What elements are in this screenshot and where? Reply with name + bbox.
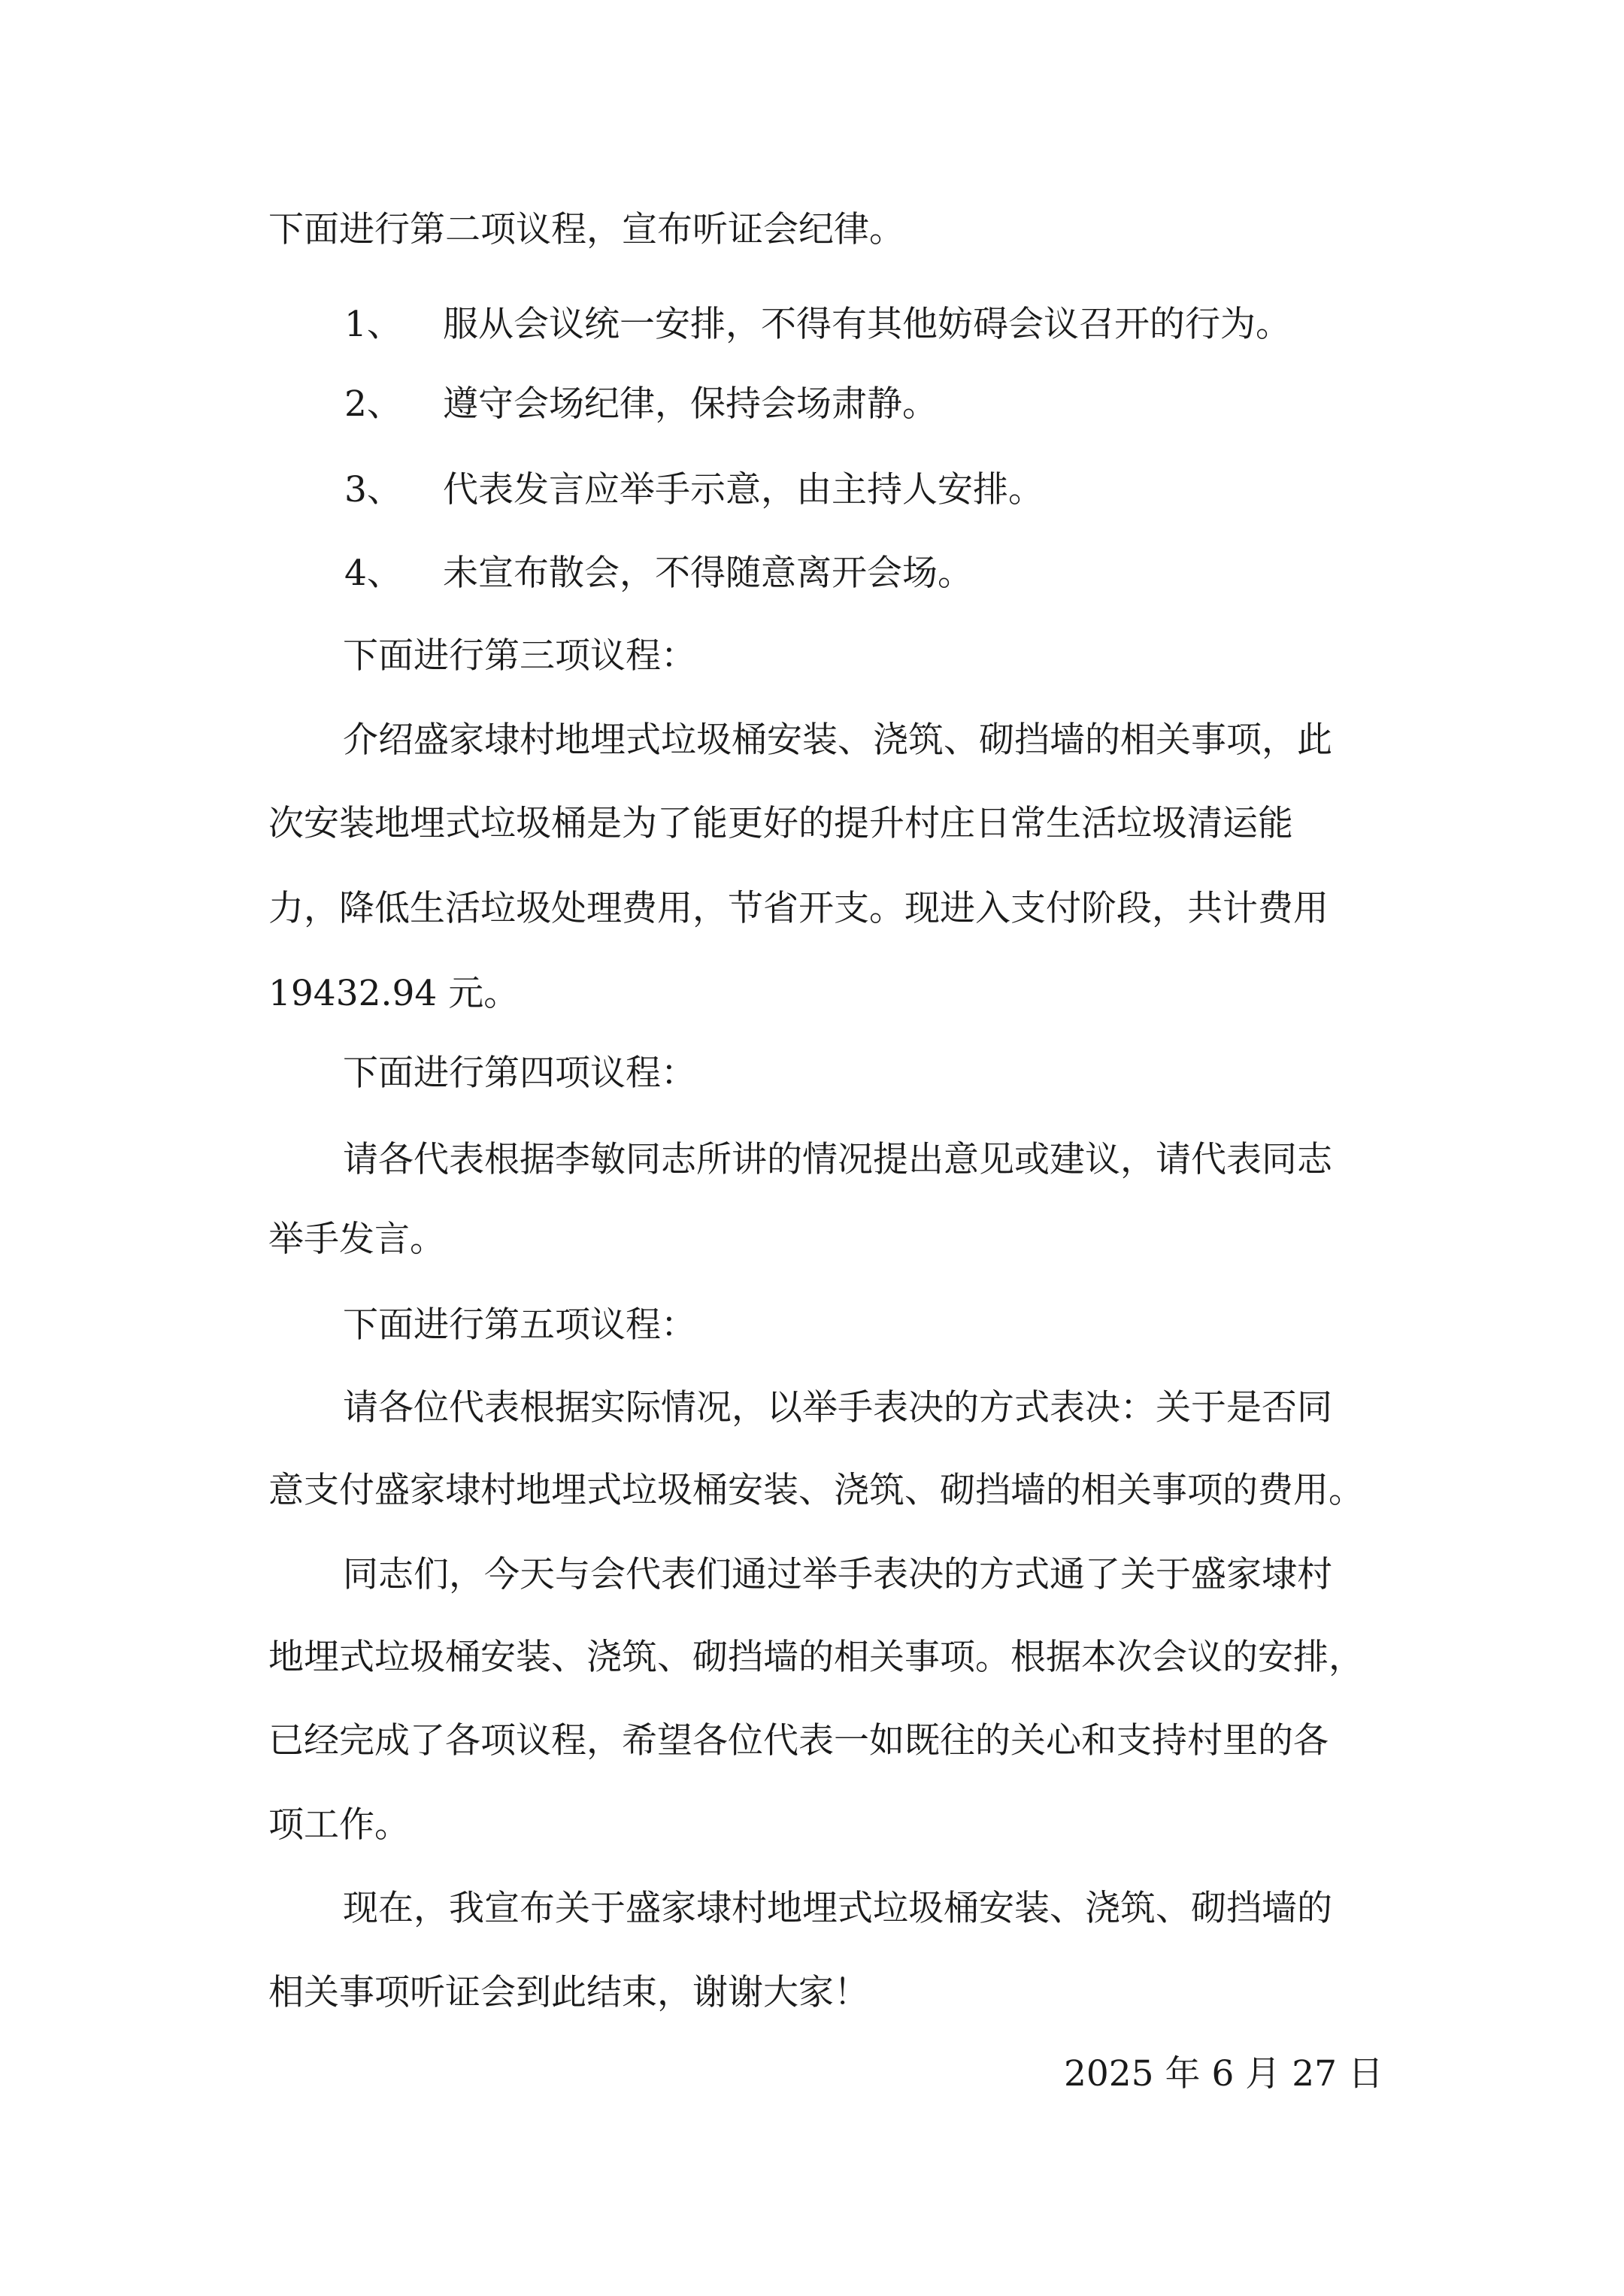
agenda4-heading: 下面进行第四项议程： (343, 1053, 696, 1094)
summary-body-line: 项工作。 (268, 1804, 410, 1846)
summary-body-line: 地埋式垃圾桶安装、浇筑、砌挡墙的相关事项。根据本次会议的安排， (268, 1637, 1364, 1678)
document-date: 2025 年 6 月 27 日 (1063, 2053, 1383, 2095)
agenda4-body-line: 请各代表根据李敏同志所讲的情况提出意见或建议，请代表同志 (343, 1139, 1332, 1180)
agenda3-heading: 下面进行第三项议程： (343, 635, 696, 677)
agenda3-body-line: 19432.94 元。 (268, 973, 520, 1014)
rule-number: 4、 (344, 553, 402, 594)
agenda3-body-line: 介绍盛家埭村地埋式垃圾桶安装、浇筑、砌挡墙的相关事项，此 (343, 719, 1332, 761)
rule-text: 代表发言应举手示意，由主持人安排。 (443, 469, 1044, 510)
rule-number: 3、 (344, 469, 402, 510)
agenda5-body-line: 请各位代表根据实际情况，以举手表决的方式表决：关于是否同 (343, 1387, 1332, 1428)
agenda3-body-line: 次安装地埋式垃圾桶是为了能更好的提升村庄日常生活垃圾清运能 (268, 803, 1293, 844)
agenda5-heading: 下面进行第五项议程： (343, 1304, 696, 1346)
closing-body-line: 现在，我宣布关于盛家埭村地埋式垃圾桶安装、浇筑、砌挡墙的 (343, 1888, 1332, 1929)
intro-line: 下面进行第二项议程，宣布听证会纪律。 (268, 209, 904, 250)
agenda3-body-line: 力，降低生活垃圾处理费用，节省开支。现进入支付阶段，共计费用 (268, 888, 1329, 929)
rule-text: 遵守会场纪律，保持会场肃静。 (443, 383, 938, 425)
closing-body-line: 相关事项听证会到此结束，谢谢大家！ (268, 1972, 869, 2013)
agenda5-body-line: 意支付盛家埭村地埋式垃圾桶安装、浇筑、砌挡墙的相关事项的费用。 (268, 1470, 1364, 1511)
rule-text: 服从会议统一安排，不得有其他妨碍会议召开的行为。 (443, 304, 1291, 345)
agenda4-body-line: 举手发言。 (268, 1219, 445, 1260)
summary-body-line: 同志们，今天与会代表们通过举手表决的方式通了关于盛家埭村 (343, 1554, 1332, 1595)
rule-text: 未宣布散会，不得随意离开会场。 (443, 553, 973, 594)
rule-number: 2、 (344, 383, 402, 425)
summary-body-line: 已经完成了各项议程，希望各位代表一如既往的关心和支持村里的各 (268, 1720, 1329, 1761)
rule-number: 1、 (344, 304, 402, 345)
